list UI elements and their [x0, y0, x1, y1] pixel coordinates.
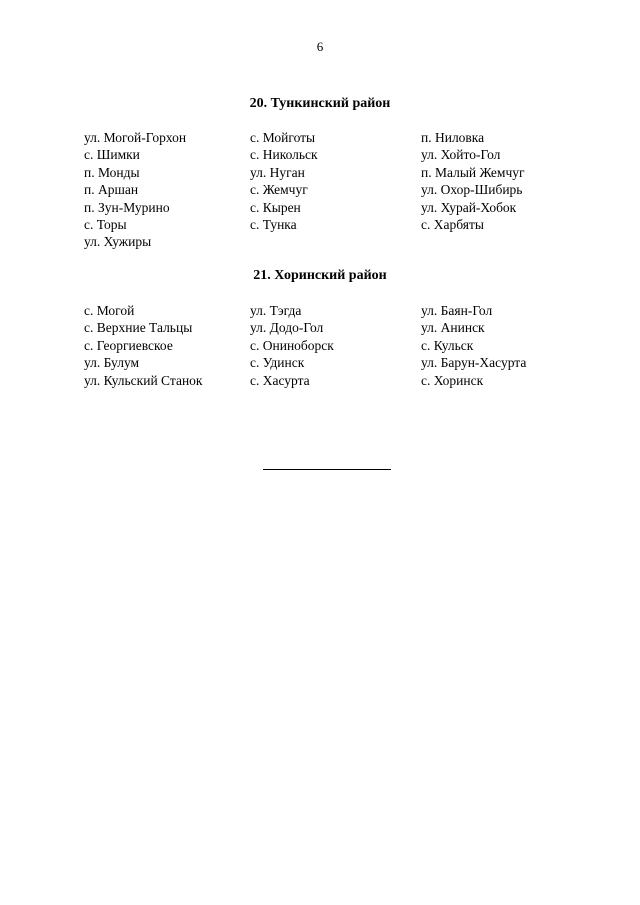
settlement-name: ул. Хойто-Гол	[421, 147, 501, 163]
settlement-name: с. Хоринск	[421, 372, 484, 388]
settlement-name: с. Никольск	[250, 147, 318, 163]
settlement-name: с. Удинск	[250, 355, 305, 371]
section-title-tunkinsky: 20. Тункинский район	[249, 96, 391, 111]
settlement-name: с. Тунка	[250, 217, 297, 233]
settlement-name: ул. Баян-Гол	[421, 303, 493, 318]
settlement-name: ул. Кульский Станок	[84, 372, 203, 388]
settlement-name: с. Жемчуг	[250, 182, 308, 198]
settlement-list-tunkinsky	[84, 129, 561, 251]
settlement-name: с. Шимки	[84, 147, 140, 163]
settlement-name: ул. Барун-Хасурта	[421, 355, 527, 371]
page-number: 6	[316, 39, 324, 54]
settlement-name: с. Георгиевское	[84, 337, 173, 353]
settlement-name: ул. Хурай-Хобок	[421, 199, 517, 215]
settlement-name	[250, 233, 421, 250]
settlement-name: ул. Хужиры	[84, 234, 152, 250]
settlement-name: ул. Нуган	[250, 164, 305, 180]
end-divider-line	[263, 469, 391, 470]
settlement-name: ул. Анинск	[421, 320, 485, 336]
settlement-name: с. Харбяты	[421, 217, 484, 233]
settlement-name	[421, 233, 561, 250]
settlement-name: с. Кульск	[421, 337, 474, 353]
section-title-khorinsky: 21. Хоринский район	[253, 268, 387, 283]
settlement-name: п. Аршан	[84, 182, 139, 198]
settlement-name: с. Мойготы	[250, 130, 316, 145]
settlement-name: ул. Тэгда	[250, 303, 302, 318]
settlement-name: ул. Булум	[84, 355, 140, 371]
settlement-name: с. Онинoборск	[250, 337, 334, 353]
settlement-name: ул. Додо-Гол	[250, 320, 324, 336]
settlement-name: п. Монды	[84, 164, 140, 180]
settlement-list-khorinsky	[84, 302, 561, 389]
settlement-name: с. Могой	[84, 303, 135, 318]
settlement-name: п. Ниловка	[421, 130, 485, 145]
settlement-name: с. Хасурта	[250, 372, 310, 388]
settlement-name: с. Верхние Тальцы	[84, 320, 193, 336]
settlement-name: с. Торы	[84, 217, 127, 233]
settlement-name: ул. Охор-Шибирь	[421, 182, 523, 198]
settlement-name: п. Малый Жемчуг	[421, 164, 525, 180]
settlement-name: ул. Могой-Горхон	[84, 130, 187, 145]
settlement-name: с. Кырен	[250, 199, 301, 215]
settlement-name: п. Зун-Мурино	[84, 199, 170, 215]
